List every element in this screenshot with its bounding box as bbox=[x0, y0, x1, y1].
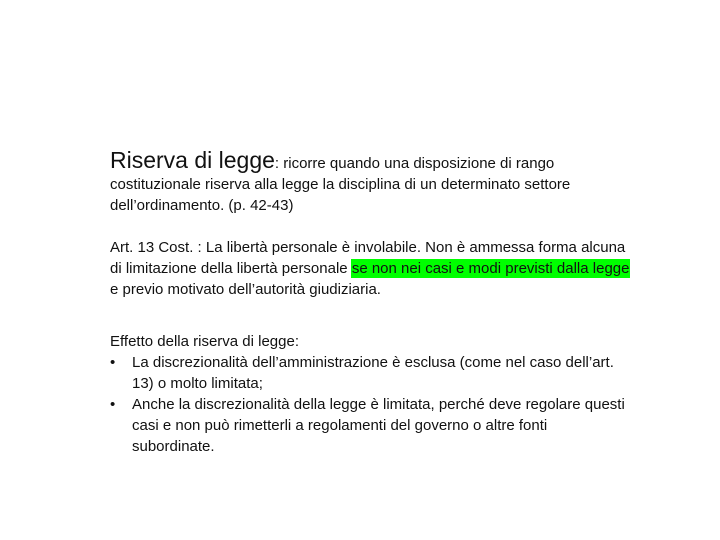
definition-text: : ricorre quando una disposizione di rango costituzionale riserva alla legge la disciplina di un determinato settore dell’ordinamento. (p. 42-43) bbox=[110, 155, 571, 214]
article-paragraph bbox=[110, 237, 630, 300]
list-item bbox=[110, 394, 630, 457]
list-item-text: Anche la discrezionalità della legge è limitata, perché deve regolare questi casi e non può rimetterli a regolamenti del governo o altre fonti subordinate. bbox=[132, 396, 625, 455]
article-text-before: Art. 13 Cost. : La libertà personale è involabile. Non è ammessa forma alcuna di limitazione della libertà personale bbox=[110, 239, 626, 277]
list-item bbox=[110, 352, 630, 394]
effects-title: Effetto della riserva di legge: bbox=[110, 333, 300, 350]
article-text-after: e previo motivato dell’autorità giudiziaria. bbox=[110, 281, 381, 298]
effects-list bbox=[110, 352, 630, 457]
effects-section bbox=[110, 331, 630, 457]
bullet-icon: • bbox=[110, 396, 116, 413]
definition-paragraph bbox=[110, 146, 630, 216]
definition-term: Riserva di legge bbox=[110, 147, 275, 173]
slide-content bbox=[110, 146, 630, 457]
bullet-icon: • bbox=[110, 354, 116, 371]
article-highlight: se non nei casi e modi previsti dalla legge bbox=[351, 260, 630, 277]
list-item-text: La discrezionalità dell’amministrazione è esclusa (come nel caso dell’art. 13) o molto limitata; bbox=[132, 354, 614, 392]
